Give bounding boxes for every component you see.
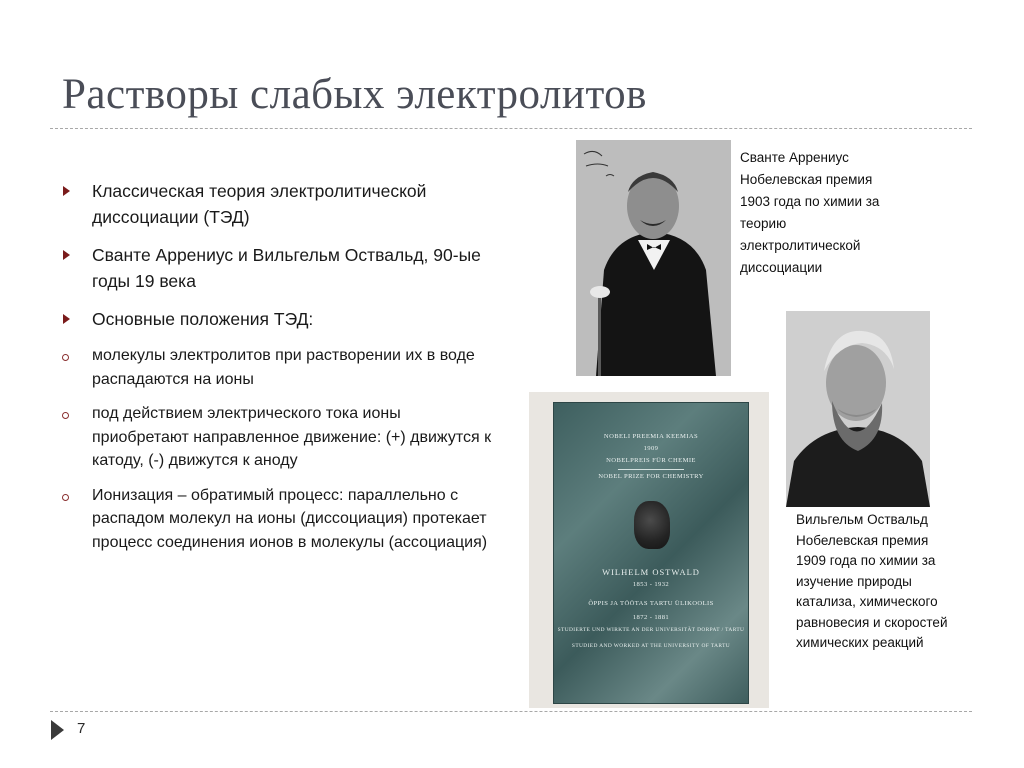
sub-bullet-item — [62, 402, 492, 473]
sub-bullet-text: под действием электрического тока ионы приобретают направленное движение: (+) движутся к катоду, (-) движутся к аноду — [92, 405, 492, 469]
sub-bullet-text: Ионизация – обратимый процесс: параллельно с распадом молекул на ионы (диссоциация) протекает процесс соединения ионов в молекулы (ассоциация) — [92, 486, 488, 551]
triangle-bullet-icon — [63, 186, 70, 196]
caption-line: химических реакций — [796, 635, 924, 650]
next-slide-icon[interactable] — [51, 720, 64, 740]
circle-bullet-icon — [62, 494, 69, 501]
sub-bullet-text: молекулы электролитов при растворении их в воде распадаются на ионы — [92, 347, 475, 388]
ostwald-caption — [796, 510, 986, 654]
caption-line: Вильгельм Оствальд — [796, 512, 928, 527]
title-divider — [50, 128, 972, 129]
circle-bullet-icon — [62, 354, 69, 361]
ostwald-plaque-photo — [529, 392, 769, 708]
plaque-text: WILHELM OSTWALD — [602, 567, 700, 577]
triangle-bullet-icon — [63, 314, 70, 324]
sub-bullet-item — [62, 344, 492, 391]
sub-bullet-item — [62, 484, 492, 555]
plaque-text: STUDIERTE UND WIRKTE AN DER UNIVERSITÄT DORPAT / TARTU — [557, 627, 745, 633]
plaque-text: NOBELPREIS FÜR CHEMIE — [606, 457, 696, 464]
footer-divider — [50, 711, 972, 712]
plaque-text: STUDIED AND WORKED AT THE UNIVERSITY OF TARTU — [571, 643, 731, 649]
page-number: 7 — [77, 720, 86, 737]
arrhenius-portrait — [576, 140, 731, 376]
bullet-text: Сванте Аррениус и Вильгельм Оствальд, 90-ые годы 19 века — [92, 245, 481, 291]
caption-line: теорию — [740, 216, 787, 231]
caption-line: электролитической — [740, 238, 861, 253]
circle-bullet-icon — [62, 412, 69, 419]
triangle-bullet-icon — [63, 250, 70, 260]
bullet-item — [62, 306, 492, 332]
caption-line: равновесия и скоростей — [796, 614, 948, 630]
bullet-list — [62, 178, 492, 565]
caption-line: 1909 года по химии за — [796, 553, 936, 568]
ostwald-medallion — [634, 501, 670, 549]
arrhenius-caption — [740, 147, 940, 279]
plaque-text: NOBEL PRIZE FOR CHEMISTRY — [598, 473, 704, 480]
caption-line: Нобелевская премия — [796, 532, 929, 548]
plaque-text: 1909 — [643, 445, 659, 452]
caption-line: 1903 года по химии за — [740, 194, 880, 209]
arrhenius-portrait-drawing — [576, 140, 731, 376]
bullet-item — [62, 242, 492, 294]
caption-line: Нобелевская премия — [740, 172, 873, 187]
plaque-text: 1872 - 1881 — [632, 614, 670, 621]
caption-line: Сванте Аррениус — [740, 150, 849, 165]
ostwald-portrait — [786, 311, 930, 507]
caption-line: катализа, химического — [796, 594, 938, 609]
bullet-item — [62, 178, 492, 230]
plaque-stone — [553, 402, 749, 704]
caption-line: диссоциации — [740, 260, 823, 275]
plaque-text: 1853 - 1932 — [632, 581, 670, 588]
ostwald-portrait-drawing — [786, 311, 930, 507]
plaque-text: NOBELI PREEMIA KEEMIAS — [603, 433, 699, 440]
caption-line: изучение природы — [796, 573, 912, 589]
plaque-rule — [618, 469, 684, 470]
bullet-text: Основные положения ТЭД: — [92, 309, 314, 329]
plaque-text: ÕPPIS JA TÖÖTAS TARTU ÜLIKOOLIS — [588, 600, 714, 607]
slide-title: Растворы слабых электролитов — [62, 71, 647, 118]
bullet-text: Классическая теория электролитической диссоциации (ТЭД) — [92, 181, 427, 227]
